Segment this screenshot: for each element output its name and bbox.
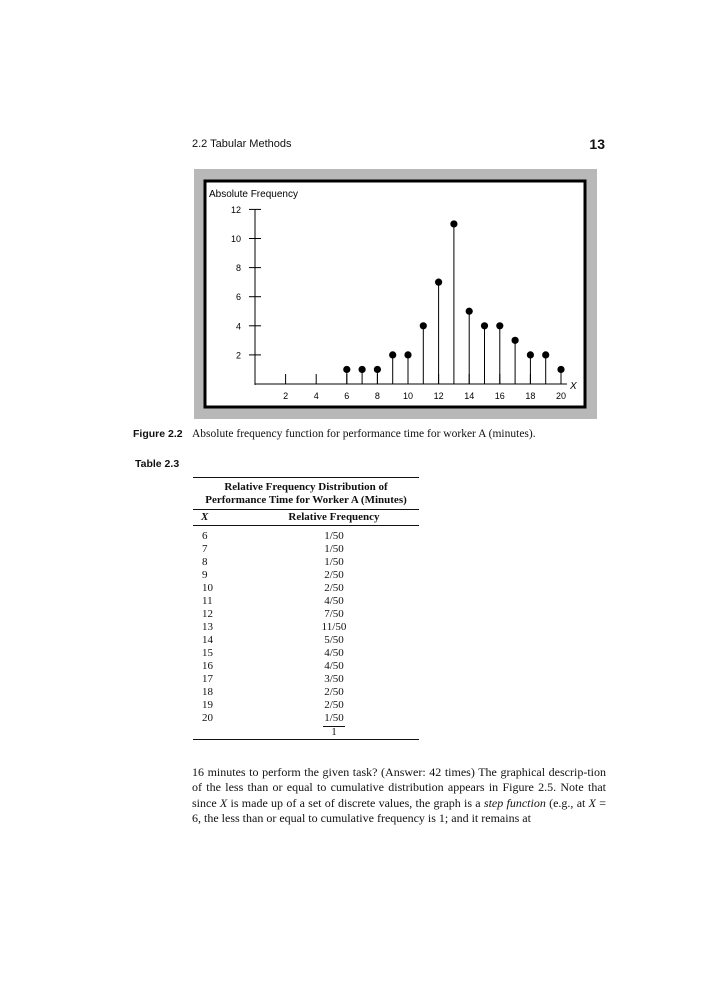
x-tick-label: 6 <box>344 391 350 401</box>
figure-chart-frame <box>194 169 597 419</box>
y-tick-label: 8 <box>235 263 241 274</box>
cell-frequency: 2/50 <box>324 569 344 581</box>
table-row <box>193 608 419 621</box>
data-point <box>512 337 519 344</box>
absolute-frequency-chart <box>194 169 597 419</box>
table-total-value: 1 <box>323 726 345 738</box>
x-tick-label: 10 <box>402 391 414 401</box>
cell-frequency: 1/50 <box>324 543 344 555</box>
data-point <box>450 220 457 227</box>
table-body <box>193 530 419 725</box>
data-point <box>359 366 366 373</box>
table-row <box>193 673 419 686</box>
paragraph-text <box>192 765 606 826</box>
cell-frequency: 4/50 <box>324 660 344 672</box>
cell-frequency: 11/50 <box>321 621 347 633</box>
table-row <box>193 543 419 556</box>
text-run: is made up of a set of discrete values, the graph is a <box>227 795 484 810</box>
emphasis-term: step function <box>483 795 546 810</box>
data-point <box>557 366 564 373</box>
table-total-row <box>193 725 419 739</box>
data-point <box>420 322 427 329</box>
table-row <box>193 530 419 543</box>
cell-frequency: 2/50 <box>324 686 344 698</box>
table-header <box>193 510 419 525</box>
table-title-line-2: Performance Time for Worker A (Minutes) <box>205 493 407 506</box>
relative-frequency-table <box>193 477 419 740</box>
x-tick-label: 8 <box>374 391 380 401</box>
x-tick-label: 2 <box>283 391 289 401</box>
table-label: Table 2.3 <box>135 458 180 470</box>
x-axis-label: X <box>570 381 577 392</box>
table-row <box>193 647 419 660</box>
x-tick-label: 12 <box>433 391 444 401</box>
x-tick-label: 18 <box>525 391 536 401</box>
figure-caption-text: Absolute frequency function for performance time for worker A (minutes). <box>192 428 536 440</box>
table-row <box>193 621 419 634</box>
text-run: (e.g., at <box>545 795 589 810</box>
table-bottom-rule <box>193 739 419 740</box>
cell-frequency: 4/50 <box>324 595 344 607</box>
table-row <box>193 595 419 608</box>
cell-frequency: 2/50 <box>324 582 344 594</box>
cell-x: 17 <box>202 673 213 685</box>
y-tick-label: 6 <box>235 292 241 303</box>
data-point <box>466 308 473 315</box>
chart-plot-area <box>205 181 585 407</box>
data-point <box>542 351 549 358</box>
cell-frequency: 5/50 <box>324 634 344 646</box>
figure-label: Figure 2.2 <box>133 428 183 440</box>
cell-x: 19 <box>202 699 213 711</box>
x-tick-label: 20 <box>555 391 567 401</box>
math-variable: X <box>588 795 596 810</box>
text-run: = 6, the less than or equal to cumulative frequency is 1; and it remains at <box>192 795 607 825</box>
data-point <box>343 366 350 373</box>
cell-frequency: 1/50 <box>324 530 344 542</box>
cell-x: 11 <box>202 595 213 607</box>
table-row <box>193 556 419 569</box>
cell-frequency: 1/50 <box>324 556 344 568</box>
column-header-x: X <box>201 511 209 523</box>
x-tick-label: 14 <box>464 391 475 401</box>
body-paragraph <box>192 765 606 826</box>
cell-frequency: 4/50 <box>324 647 344 659</box>
cell-x: 7 <box>202 543 208 555</box>
math-variable: X <box>219 795 228 810</box>
data-point <box>389 351 396 358</box>
y-tick-label: 2 <box>235 350 241 361</box>
cell-frequency: 7/50 <box>324 608 344 620</box>
cell-x: 18 <box>202 686 213 698</box>
cell-x: 15 <box>202 647 213 659</box>
running-header <box>192 137 605 155</box>
data-point <box>527 351 534 358</box>
cell-x: 10 <box>202 582 213 594</box>
y-tick-label: 4 <box>235 321 241 332</box>
data-point <box>481 322 488 329</box>
figure-caption <box>0 428 706 444</box>
text-run: 16 minutes to perform the given task? (Answer: 42 times) The graphical descrip-tion of the less than or equal to cumulative distribution appears in Figure 2.5. Note that since <box>192 765 606 810</box>
table-title-line-1: Relative Frequency Distribution of <box>224 481 388 493</box>
data-point <box>404 351 411 358</box>
x-tick-label: 16 <box>494 391 505 401</box>
page-number: 13 <box>589 136 605 152</box>
table-title <box>193 478 419 509</box>
x-tick-label: 4 <box>313 391 319 401</box>
table-row <box>193 634 419 647</box>
table-row <box>193 686 419 699</box>
column-header-relative-frequency: Relative Frequency <box>288 511 380 523</box>
data-point <box>496 322 503 329</box>
cell-x: 8 <box>202 556 208 568</box>
data-point <box>374 366 381 373</box>
table-row <box>193 582 419 595</box>
cell-x: 12 <box>202 608 213 620</box>
cell-frequency: 2/50 <box>324 699 344 711</box>
cell-x: 9 <box>202 569 208 581</box>
cell-x: 6 <box>202 530 208 542</box>
table-row <box>193 712 419 725</box>
table-row <box>193 569 419 582</box>
y-axis-label: Absolute Frequency <box>209 189 298 200</box>
section-title: 2.2 Tabular Methods <box>192 138 292 150</box>
cell-x: 14 <box>202 634 213 646</box>
cell-x: 13 <box>202 621 213 633</box>
y-tick-label: 10 <box>230 234 241 244</box>
table-row <box>193 660 419 673</box>
y-tick-label: 12 <box>230 204 241 215</box>
data-point <box>435 279 442 286</box>
cell-x: 20 <box>202 712 213 724</box>
table-row <box>193 699 419 712</box>
cell-frequency: 3/50 <box>324 673 344 685</box>
cell-frequency: 1/50 <box>324 712 344 724</box>
cell-x: 16 <box>202 660 213 672</box>
